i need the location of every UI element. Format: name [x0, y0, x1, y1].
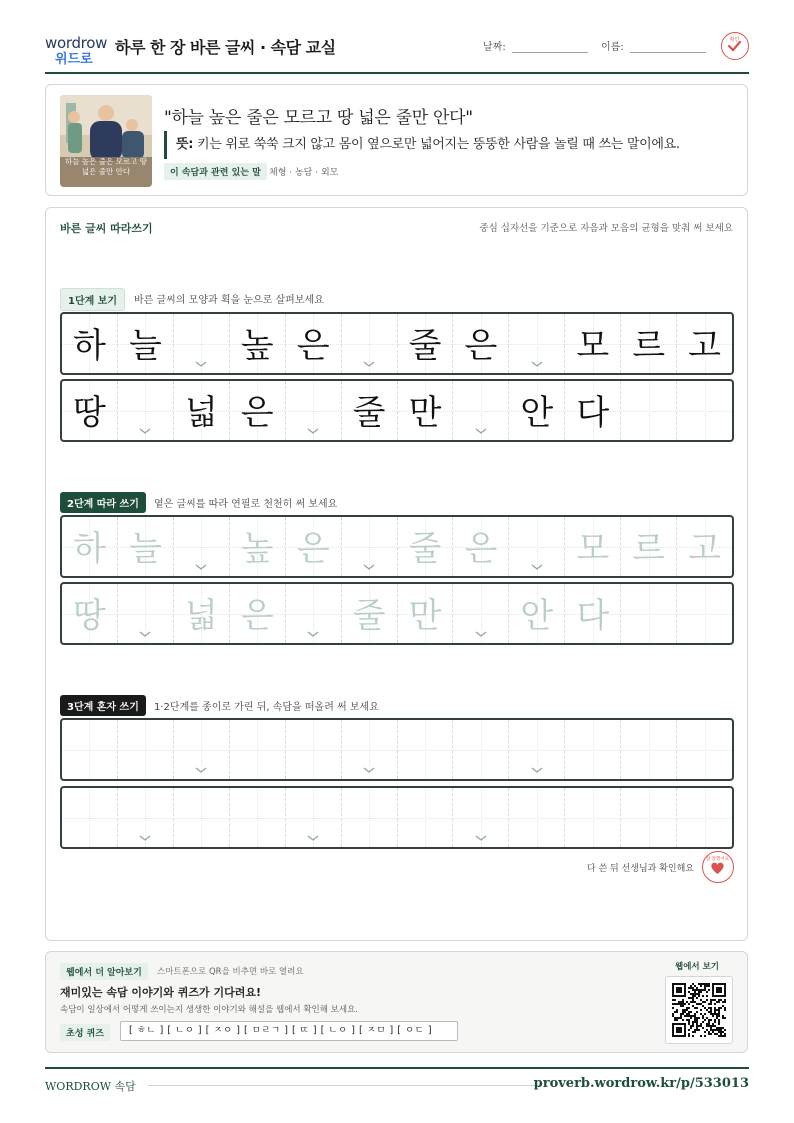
grid-glyph: 줄 [408, 326, 442, 366]
grid-glyph: 모 [576, 326, 610, 366]
space-mark-icon [531, 361, 543, 367]
space-mark-icon [475, 631, 487, 637]
web-more-tag: 웹에서 더 알아보기 [60, 963, 148, 980]
grid-glyph: 늘 [128, 326, 162, 366]
step1-badge: 1단계 보기 [60, 288, 125, 311]
space-mark-icon [195, 564, 207, 570]
web-more-sub: 스마트폰으로 QR을 비추면 바로 열려요 [157, 967, 304, 977]
grid-cell [230, 314, 286, 373]
proverb-text: "하늘 높은 줄은 모르고 땅 넓은 줄만 안다" [164, 108, 473, 128]
space-mark-icon [363, 564, 375, 570]
grid-cell[interactable] [230, 788, 286, 847]
space-mark-icon [139, 835, 151, 841]
grid-glyph: 은 [464, 529, 498, 569]
grid-cell[interactable] [286, 720, 342, 779]
practice-row[interactable] [60, 786, 734, 849]
grid-cell [565, 381, 621, 440]
grid-cell[interactable] [286, 517, 342, 576]
meaning-text: 키는 위로 쑥쑥 크지 않고 몸이 옆으로만 넓어지는 뚱뚱한 사람을 놀릴 때 쓰는 말이에요. [197, 137, 680, 152]
grid-cell[interactable] [677, 720, 732, 779]
chosung-quiz: [ ㅎㄴ ] [ ㄴㅇ ] [ ㅈㅇ ] [ ㅁㄹㄱ ] [ ㄸ ] [ ㄴㅇ ] [ ㅈㅁ ] [ ㅇㄷ ] [120, 1021, 458, 1041]
grid-cell[interactable] [677, 517, 732, 576]
qr-code-icon[interactable] [665, 976, 733, 1044]
grid-cell [677, 381, 732, 440]
space-mark-icon [531, 767, 543, 773]
grid-cell [398, 381, 454, 440]
space-mark-icon [475, 428, 487, 434]
step3-desc: 1·2단계를 종이로 가린 뒤, 속담을 떠올려 써 보세요 [154, 702, 379, 713]
practice-row[interactable] [60, 718, 734, 781]
grid-cell[interactable] [62, 517, 118, 576]
grid-glyph: 넓 [184, 596, 218, 636]
grid-cell[interactable] [621, 517, 677, 576]
grid-cell[interactable] [286, 584, 342, 643]
grid-cell[interactable] [230, 584, 286, 643]
grid-cell[interactable] [62, 788, 118, 847]
grid-glyph: 줄 [408, 529, 442, 569]
grid-cell[interactable] [509, 517, 565, 576]
footer-divider [148, 1085, 540, 1086]
grid-cell [230, 381, 286, 440]
grid-cell[interactable] [565, 788, 621, 847]
grid-cell[interactable] [453, 720, 509, 779]
proverb-card [45, 84, 748, 196]
grid-cell[interactable] [565, 584, 621, 643]
grid-glyph: 늘 [128, 529, 162, 569]
page-footer [45, 1067, 749, 1097]
grid-cell[interactable] [621, 584, 677, 643]
page-header [45, 30, 749, 74]
thumbnail-caption: 하늘 높은 줄은 모르고 땅 넓은 줄만 안다 [65, 157, 147, 176]
grid-cell[interactable] [621, 720, 677, 779]
grid-cell[interactable] [453, 517, 509, 576]
grid-glyph: 넓 [184, 393, 218, 433]
space-mark-icon [531, 564, 543, 570]
grid-cell[interactable] [621, 788, 677, 847]
grid-cell[interactable] [677, 584, 732, 643]
grid-cell[interactable] [342, 584, 398, 643]
footer-brand: WORDROW 속담 [45, 1080, 136, 1093]
grid-glyph: 땅 [73, 393, 106, 433]
grid-glyph: 안 [520, 596, 554, 636]
grid-cell[interactable] [118, 720, 174, 779]
grid-glyph: 다 [576, 393, 610, 433]
date-field[interactable] [512, 52, 588, 53]
grid-glyph: 하 [73, 326, 106, 366]
grid-cell [286, 314, 342, 373]
grid-glyph: 줄 [352, 596, 386, 636]
grid-glyph: 은 [240, 596, 274, 636]
grid-cell [453, 381, 509, 440]
grid-cell [286, 381, 342, 440]
grid-glyph: 모 [576, 529, 610, 569]
grid-cell [342, 314, 398, 373]
web-more-desc: 속담이 일상에서 어떻게 쓰이는지 생생한 이야기와 해설을 웹에서 확인해 보세요. [60, 1005, 358, 1015]
practice-row[interactable] [60, 515, 734, 578]
space-mark-icon [307, 835, 319, 841]
grid-glyph: 고 [688, 529, 722, 569]
proverb-illustration [60, 95, 152, 187]
grid-glyph: 높 [240, 326, 274, 366]
grid-glyph: 만 [408, 393, 442, 433]
footer-url[interactable]: proverb.wordrow.kr/p/533013 [533, 1076, 749, 1091]
grid-cell[interactable] [342, 788, 398, 847]
related-tag: 이 속담과 관련 있는 말 [164, 163, 267, 180]
grid-cell[interactable] [398, 584, 454, 643]
grid-cell[interactable] [118, 584, 174, 643]
grid-glyph: 고 [688, 326, 722, 366]
grid-glyph: 만 [408, 596, 442, 636]
step1-desc: 바른 글씨의 모양과 획을 눈으로 살펴보세요 [134, 295, 324, 306]
grid-cell [509, 381, 565, 440]
page-title: 하루 한 장 바른 글씨 · 속담 교실 [115, 38, 336, 57]
step2-badge: 2단계 따라 쓰기 [60, 492, 146, 513]
grid-glyph: 은 [240, 393, 274, 433]
grid-cell [677, 314, 732, 373]
practice-row [60, 379, 734, 442]
grid-glyph: 하 [73, 529, 106, 569]
logo-wordmark: wordrow [45, 34, 108, 52]
grid-cell[interactable] [230, 517, 286, 576]
grid-cell[interactable] [118, 788, 174, 847]
space-mark-icon [307, 428, 319, 434]
teacher-confirm-text: 다 쓴 뒤 선생님과 확인해요 [586, 864, 694, 874]
quiz-label: 초성 퀴즈 [60, 1024, 110, 1041]
grid-glyph: 은 [296, 326, 330, 366]
space-mark-icon [475, 835, 487, 841]
grid-cell[interactable] [230, 720, 286, 779]
practice-title: 바른 글씨 따라쓰기 [60, 222, 153, 235]
grid-glyph: 르 [632, 326, 666, 366]
grid-cell [565, 314, 621, 373]
grid-cell [118, 381, 174, 440]
grid-cell[interactable] [342, 517, 398, 576]
space-mark-icon [195, 767, 207, 773]
grid-glyph: 은 [464, 326, 498, 366]
grid-cell[interactable] [509, 788, 565, 847]
grid-cell[interactable] [677, 788, 732, 847]
space-mark-icon [139, 631, 151, 637]
space-mark-icon [363, 361, 375, 367]
check-stamp-icon [721, 32, 749, 60]
meaning-label: 뜻: [176, 137, 194, 152]
space-mark-icon [363, 767, 375, 773]
web-more-headline: 재미있는 속담 이야기와 퀴즈가 기다려요! [60, 986, 261, 999]
grid-glyph: 다 [576, 596, 610, 636]
grid-cell[interactable] [509, 584, 565, 643]
grid-cell [453, 314, 509, 373]
grid-cell[interactable] [398, 720, 454, 779]
grid-cell[interactable] [565, 517, 621, 576]
grid-cell [174, 381, 230, 440]
grid-cell [398, 314, 454, 373]
grid-cell[interactable] [398, 517, 454, 576]
date-label: 날짜: [483, 42, 506, 53]
grid-cell[interactable] [118, 517, 174, 576]
practice-guide: 중심 십자선을 기준으로 자음과 모음의 균형을 맞춰 써 보세요 [479, 223, 733, 234]
grid-cell [62, 314, 118, 373]
practice-row[interactable] [60, 582, 734, 645]
grid-cell[interactable] [174, 788, 230, 847]
name-label: 이름: [601, 42, 624, 53]
grid-glyph: 높 [240, 529, 274, 569]
step3-badge: 3단계 혼자 쓰기 [60, 695, 146, 716]
grid-glyph: 르 [632, 529, 666, 569]
grid-cell[interactable] [342, 720, 398, 779]
grid-glyph: 땅 [73, 596, 106, 636]
grid-cell[interactable] [174, 584, 230, 643]
grid-cell[interactable] [174, 720, 230, 779]
svg-text:참 잘했어요: 참 잘했어요 [705, 857, 730, 862]
grid-cell [342, 381, 398, 440]
grid-cell[interactable] [509, 720, 565, 779]
logo-subtitle: 위드로 [55, 52, 93, 67]
grid-cell[interactable] [62, 584, 118, 643]
wordrow-logo [45, 34, 109, 68]
grid-cell[interactable] [174, 517, 230, 576]
grid-glyph: 안 [520, 393, 554, 433]
step2-desc: 옅은 글씨를 따라 연필로 천천히 써 보세요 [154, 499, 338, 510]
grid-cell[interactable] [398, 788, 454, 847]
grid-cell[interactable] [565, 720, 621, 779]
qr-label: 웹에서 보기 [674, 962, 719, 972]
svg-text:확인: 확인 [729, 37, 740, 43]
space-mark-icon [195, 361, 207, 367]
heart-stamp-icon [702, 851, 734, 883]
grid-cell [118, 314, 174, 373]
space-mark-icon [307, 631, 319, 637]
grid-cell[interactable] [286, 788, 342, 847]
related-words: 체형 · 농담 · 외모 [269, 168, 339, 178]
grid-cell [621, 381, 677, 440]
grid-cell [174, 314, 230, 373]
grid-cell[interactable] [453, 788, 509, 847]
web-more-section [45, 951, 748, 1053]
proverb-meaning [164, 131, 680, 159]
space-mark-icon [139, 428, 151, 434]
grid-cell [621, 314, 677, 373]
grid-glyph: 은 [296, 529, 330, 569]
grid-cell [509, 314, 565, 373]
grid-glyph: 줄 [352, 393, 386, 433]
grid-cell[interactable] [453, 584, 509, 643]
grid-cell[interactable] [62, 720, 118, 779]
practice-row [60, 312, 734, 375]
name-field[interactable] [630, 52, 706, 53]
grid-cell [62, 381, 118, 440]
